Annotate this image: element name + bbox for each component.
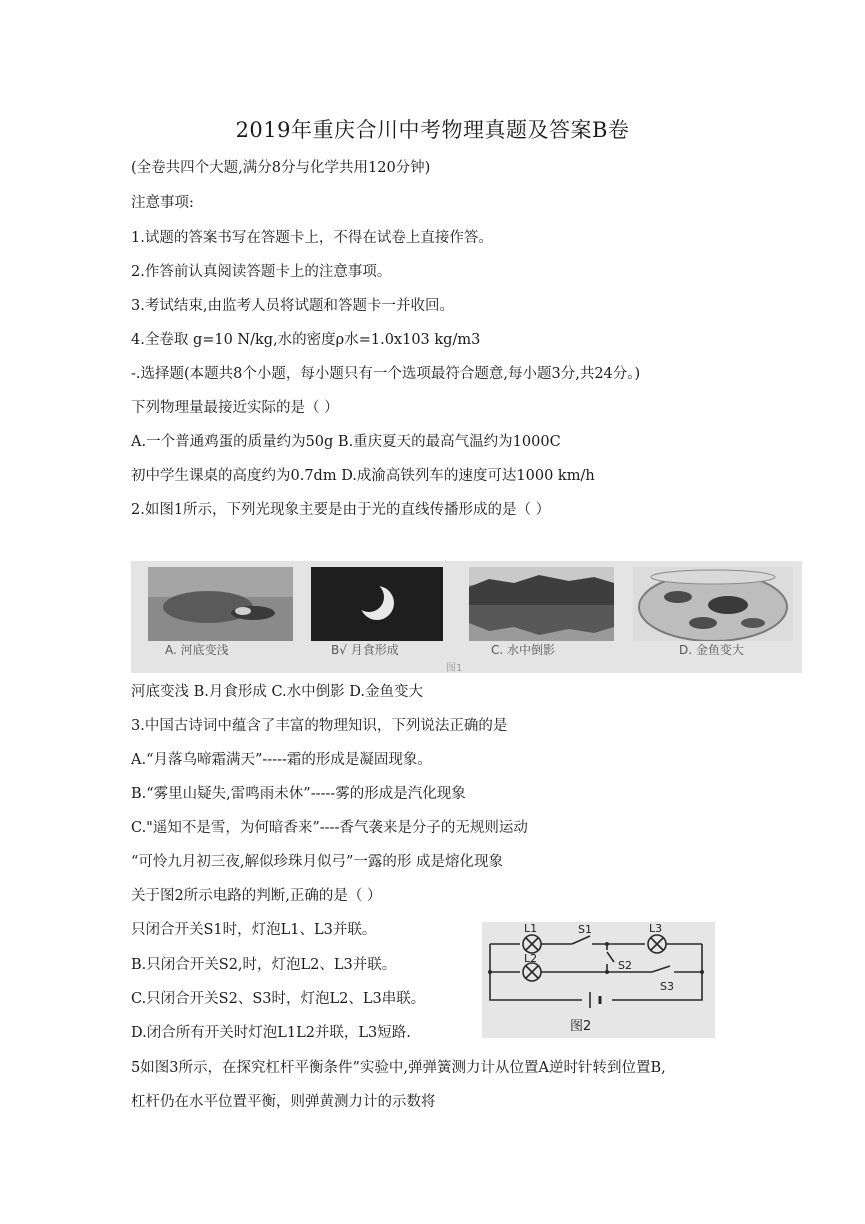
figure-1-label: 图1: [446, 663, 463, 674]
figure-1-caption-a: A. 河底变浅: [165, 643, 229, 657]
notice-item-3: 3.考试结束,由监考人员将试题和答题卡一并收回。: [131, 298, 454, 314]
question-5-stem-line-2: 杠杆仍在水平位置平衡，则弹黄测力计的示数将: [131, 1094, 436, 1110]
document-title: 2019年重庆合川中考物理真题及答案B卷: [235, 118, 630, 142]
question-1-options-ab: A.一个普通鸡蛋的质量约为50g B.重庆夏天的最高气温约为1000C: [131, 434, 561, 450]
question-3-option-a: A.“月落乌啼霜满天”-----霜的形成是凝固现象。: [131, 752, 432, 768]
question-1-stem: 下列物理量最接近实际的是（ ）: [131, 400, 339, 416]
question-4-option-d: D.闭合所有开关时灯泡L1L2并联，L3短路.: [131, 1025, 411, 1041]
figure-1-caption-c: C. 水中倒影: [491, 643, 556, 657]
question-3-option-c: C."遥知不是雪，为何暗香来”----香气袭来是分子的无规则运动: [131, 820, 528, 836]
question-3-option-d: “可怜九月初三夜,解似珍珠月似弓”一露的形 成是熔化现象: [131, 854, 504, 870]
notice-item-2: 2.作答前认真阅读答题卡上的注意事项。: [131, 264, 392, 280]
question-3-stem: 3.中国古诗词中蕴含了丰富的物理知识，下列说法正确的是: [131, 718, 508, 734]
question-4-option-b: B.只闭合开关S2,时，灯泡L2、L3并联。: [131, 957, 397, 973]
question-4-option-c: C.只闭合开关S2、S3时，灯泡L2、L3串联。: [131, 991, 426, 1007]
notice-item-1: 1.试题的答案书写在答题卡上，不得在试卷上直接作答。: [131, 230, 493, 246]
circuit-diagram: [482, 922, 715, 1038]
question-4-option-a: 只闭合开关S1时，灯泡L1、L3并联。: [131, 922, 377, 938]
question-3-option-b: B.“雾里山疑失,雷鸣雨未休”-----雾的形成是汽化现象: [131, 786, 466, 802]
lunar-eclipse-photo: [311, 567, 443, 641]
label-l3: L3: [649, 922, 663, 935]
exam-instructions-header: (全卷共四个大题,满分8分与化学共用120分钟): [131, 160, 431, 176]
water-reflection-photo: [469, 567, 614, 641]
label-l2: L2: [524, 952, 538, 965]
figure-1-photos: [131, 561, 802, 673]
figure-2-circuit: [482, 922, 715, 1038]
riverbed-photo: [148, 567, 293, 641]
notice-item-4: 4.全卷取 g=10 N/kg,水的密度ρ水=1.0x103 kg/m3: [131, 332, 481, 348]
label-s2: S2: [618, 959, 632, 972]
question-2-stem: 2.如图1所示，下列光现象主要是由于光的直线传播形成的是（ ）: [131, 502, 551, 518]
question-5-stem-line-1: 5如图3所示，在探究杠杆平衡条件”实验中,弹弹簧测力计从位置A逆时针转到位置B,: [131, 1060, 666, 1076]
label-s1: S1: [578, 923, 592, 936]
label-l1: L1: [524, 922, 538, 935]
figure-1-caption-b: B√ 月食形成: [331, 643, 399, 657]
notice-heading: 注意事项:: [131, 195, 194, 211]
figure-1-caption-d: D. 金鱼变大: [679, 643, 744, 657]
figure-2-caption: 图2: [570, 1019, 592, 1034]
label-s3: S3: [660, 980, 674, 993]
question-1-options-cd: 初中学生课桌的高度约为0.7dm D.成渝高铁列车的速度可达1000 km/h: [131, 468, 595, 484]
figure-1-option-labels: 河底变浅 B.月食形成 C.水中倒影 D.金鱼变大: [131, 684, 423, 700]
section-heading: -.选择题(本题共8个小题，每小题只有一个选项最符合题意,每小题3分,共24分。): [131, 366, 641, 382]
goldfish-bowl-photo: [633, 567, 793, 641]
question-4-stem: 关于图2所示电路的判断,正确的是（ ）: [131, 888, 382, 904]
